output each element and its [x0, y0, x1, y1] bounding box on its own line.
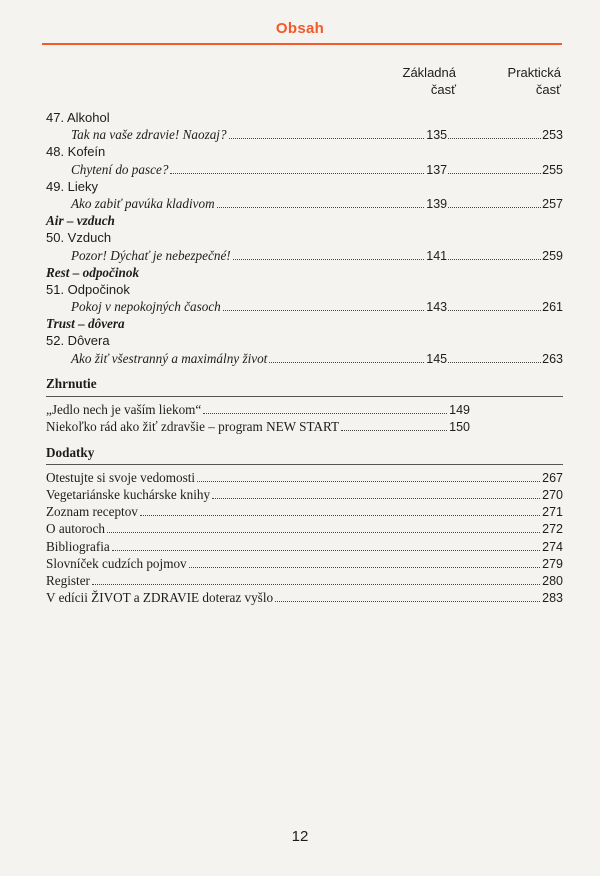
category-heading: [46, 315, 563, 332]
appendix-entry: [46, 572, 563, 589]
running-header: Obsah: [275, 20, 325, 37]
dot-leader: [197, 481, 540, 482]
dot-leader: [448, 138, 541, 139]
dot-leader: [269, 362, 424, 363]
dot-leader: [448, 207, 541, 208]
page-basic: 137: [426, 162, 448, 177]
dot-leader: [112, 550, 540, 551]
entry-title: V edícii ŽIVOT a ZDRAVIE doteraz vyšlo: [46, 590, 274, 606]
page-basic: 150: [449, 419, 470, 434]
dot-leader: [448, 259, 541, 260]
entry-title: Ako žiť všestranný a maximálny život: [71, 350, 268, 366]
chapter-title: 48. Kofeín: [46, 144, 106, 160]
entry-title: Niekoľko rád ako žiť zdravšie – program NEW START: [46, 418, 340, 434]
chapter-title: 47. Alkohol: [46, 110, 110, 125]
appendix-entry: [46, 589, 563, 606]
section-title: Zhrnutie: [46, 376, 97, 392]
page-practical: 267: [542, 470, 563, 485]
entry-title: Bibliografia: [46, 538, 110, 554]
page-practical: 263: [542, 351, 563, 366]
toc-entry-subtitle: [46, 298, 563, 315]
dot-leader: [448, 310, 541, 311]
dot-leader: [223, 310, 425, 311]
appendix-entry: [46, 520, 563, 537]
entry-title: Pozor! Dýchať je nebezpečné!: [71, 247, 231, 263]
toc-entry-subtitle: [46, 350, 563, 367]
section-heading-summary: [46, 375, 563, 392]
page-basic: 145: [426, 351, 448, 366]
entry-title: Register: [46, 572, 90, 588]
summary-entry: [46, 418, 563, 435]
chapter-heading: [46, 281, 563, 298]
toc-entry-subtitle: [46, 247, 563, 264]
page-practical: 255: [542, 162, 563, 177]
toc-list: [46, 109, 563, 606]
appendix-entry: [46, 486, 563, 503]
appendix-entry: [46, 538, 563, 555]
dot-leader: [92, 584, 540, 585]
entry-title: Zoznam receptov: [46, 504, 138, 520]
chapter-title: 52. Dôvera: [46, 333, 110, 349]
column-header-practical-line1: Praktická: [507, 65, 561, 80]
page-basic: 135: [426, 128, 448, 143]
chapter-title: 49. Lieky: [46, 178, 99, 194]
page-practical: 271: [542, 505, 563, 520]
dot-leader: [217, 207, 425, 208]
spacer: [46, 435, 563, 444]
column-header-practical: [468, 64, 561, 98]
entry-title: „Jedlo nech je vaším liekom“: [46, 401, 202, 417]
toc-entry-subtitle: [46, 195, 563, 212]
column-header-basic-line2: časť: [430, 82, 456, 97]
page-practical: 279: [542, 556, 563, 571]
chapter-heading: [46, 178, 563, 195]
page-basic: 143: [426, 300, 448, 315]
dot-leader: [448, 362, 541, 363]
section-heading-appendix: [46, 444, 563, 461]
page-practical: 259: [542, 248, 563, 263]
chapter-title: 50. Vzduch: [46, 230, 112, 246]
page-practical: 257: [542, 196, 563, 211]
summary-entry-body: [46, 401, 470, 419]
summary-entry-body: [46, 418, 470, 436]
section-rule: [46, 396, 563, 397]
chapter-heading: [46, 332, 563, 349]
page-practical: 253: [542, 128, 563, 143]
entry-title: Otestujte si svoje vedomosti: [46, 469, 196, 485]
dot-leader: [212, 498, 540, 499]
section-rule: [46, 464, 563, 465]
chapter-heading: [46, 143, 563, 160]
chapter-title: 51. Odpočinok: [46, 281, 130, 297]
dot-leader: [170, 173, 424, 174]
dot-leader: [341, 430, 447, 431]
appendix-entry: [46, 503, 563, 520]
page-basic: 141: [426, 248, 448, 263]
appendix-entry: [46, 469, 563, 486]
page-practical: 280: [542, 573, 563, 588]
column-header-basic-line1: Základná: [402, 65, 456, 80]
dot-leader: [203, 413, 447, 414]
category-title: Rest – odpočinok: [46, 264, 140, 280]
page-number: 12: [291, 828, 309, 845]
category-heading: [46, 212, 563, 229]
page-practical: 272: [542, 522, 563, 537]
page-basic: 139: [426, 196, 448, 211]
entry-title: Chytení do pasce?: [71, 161, 169, 177]
entry-title: Ako zabiť pavúka kladivom: [71, 195, 215, 211]
spacer: [46, 367, 563, 376]
appendix-entry: [46, 555, 563, 572]
chapter-heading: [46, 229, 563, 246]
page-basic: 149: [449, 402, 470, 417]
page-practical: 270: [542, 487, 563, 502]
dot-leader: [189, 567, 541, 568]
dot-leader: [140, 515, 540, 516]
toc-entry-subtitle: [46, 161, 563, 178]
entry-title: Tak na vaše zdravie! Naozaj?: [71, 127, 227, 143]
category-title: Trust – dôvera: [46, 316, 125, 332]
category-title: Air – vzduch: [46, 213, 115, 229]
page-practical: 261: [542, 300, 563, 315]
column-header-basic: [366, 64, 456, 98]
chapter-heading: [46, 109, 563, 126]
summary-entry: [46, 401, 563, 418]
dot-leader: [107, 532, 540, 533]
header-rule: [42, 43, 562, 45]
section-title: Dodatky: [46, 444, 95, 460]
dot-leader: [275, 601, 540, 602]
page-practical: 283: [542, 591, 563, 606]
entry-title: Pokoj v nepokojných časoch: [71, 299, 221, 315]
page-practical: 274: [542, 539, 563, 554]
category-heading: [46, 264, 563, 281]
entry-title: Slovníček cudzích pojmov: [46, 555, 187, 571]
entry-title: Vegetariánske kuchárske knihy: [46, 486, 211, 502]
dot-leader: [448, 173, 541, 174]
dot-leader: [229, 138, 425, 139]
entry-title: O autoroch: [46, 521, 105, 537]
dot-leader: [233, 259, 425, 260]
column-header-practical-line2: časť: [535, 82, 561, 97]
toc-entry-subtitle: [46, 126, 563, 143]
